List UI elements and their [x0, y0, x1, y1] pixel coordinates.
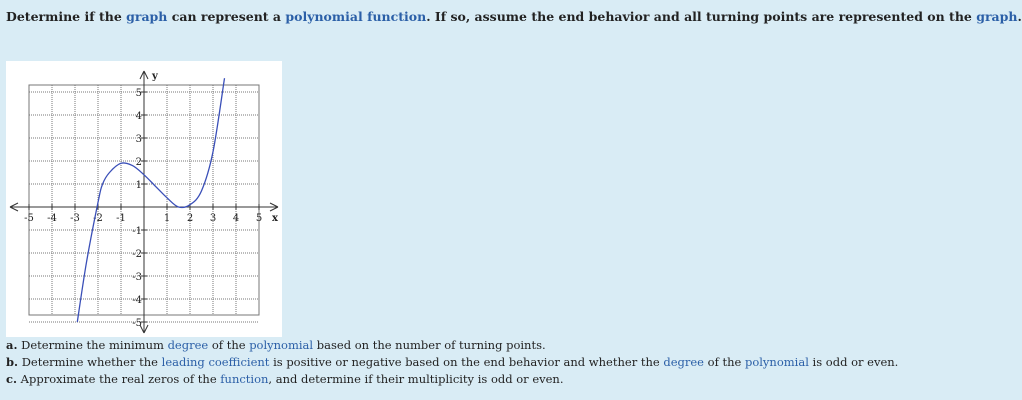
- x-axis-label: x: [272, 213, 278, 224]
- degree-link-2[interactable]: degree: [663, 355, 704, 369]
- y-tick-label: 5: [135, 88, 142, 99]
- x-tick-label: 5: [255, 213, 263, 224]
- degree-link[interactable]: degree: [167, 338, 209, 352]
- function-link[interactable]: function: [220, 372, 269, 386]
- question-b-letter: b.: [6, 355, 19, 369]
- polynomial-link-2[interactable]: polynomial: [744, 355, 809, 369]
- x-tick-label: 1: [163, 213, 171, 224]
- question-b-text-4: is odd or even.: [808, 355, 899, 369]
- question-prompt: [6, 9, 1022, 24]
- y-tick-label: 1: [135, 180, 142, 191]
- y-tick-label: 3: [135, 134, 142, 145]
- questions-list: [6, 337, 898, 388]
- question-c-text-2: , and determine if their multiplicity is odd or even.: [268, 372, 564, 386]
- axes: [10, 71, 278, 333]
- question-b-text-3: of the: [703, 355, 745, 369]
- prompt-text-2: can represent a: [167, 9, 286, 24]
- polynomial-graph: [6, 61, 282, 337]
- graph-link-2[interactable]: graph: [976, 9, 1018, 24]
- polynomial-function-link[interactable]: polynomial function: [285, 9, 427, 24]
- question-a-text-1: Determine the minimum: [17, 338, 168, 352]
- question-c-letter: c.: [6, 372, 18, 386]
- y-tick-label: -1: [132, 226, 142, 237]
- y-tick-label: 2: [135, 157, 142, 168]
- tick-labels: [24, 71, 279, 329]
- x-tick-label: -5: [24, 213, 34, 224]
- graph-panel: [6, 61, 282, 337]
- question-a-text-2: of the: [208, 338, 250, 352]
- question-a: [6, 337, 898, 354]
- prompt-text-4: .: [1017, 9, 1022, 24]
- question-a-letter: a.: [6, 338, 18, 352]
- y-tick-label: 4: [135, 111, 142, 122]
- y-tick-label: -5: [132, 318, 142, 329]
- x-tick-label: -2: [93, 213, 103, 224]
- question-c: [6, 371, 898, 388]
- y-tick-label: -4: [132, 295, 142, 306]
- question-b-text-2: is positive or negative based on the end behavior and whether the: [269, 355, 664, 369]
- x-tick-label: 2: [186, 213, 194, 224]
- y-axis-label: y: [152, 71, 158, 82]
- x-tick-label: 4: [232, 213, 240, 224]
- prompt-text-1: Determine if the: [6, 9, 127, 24]
- question-b-text-1: Determine whether the: [18, 355, 162, 369]
- graph-link[interactable]: graph: [126, 9, 168, 24]
- question-a-text-3: based on the number of turning points.: [313, 338, 546, 352]
- y-tick-label: -3: [132, 272, 142, 283]
- question-c-text-1: Approximate the real zeros of the: [17, 372, 221, 386]
- x-tick-label: 3: [209, 213, 217, 224]
- y-tick-label: -2: [132, 249, 142, 260]
- leading-coefficient-link[interactable]: leading coefficient: [161, 355, 270, 369]
- prompt-text-3: . If so, assume the end behavior and all turning points are represented on the: [426, 9, 977, 24]
- x-tick-label: -3: [70, 213, 80, 224]
- polynomial-link[interactable]: polynomial: [249, 338, 314, 352]
- question-b: [6, 354, 898, 371]
- x-tick-label: -1: [116, 213, 126, 224]
- x-tick-label: -4: [47, 213, 57, 224]
